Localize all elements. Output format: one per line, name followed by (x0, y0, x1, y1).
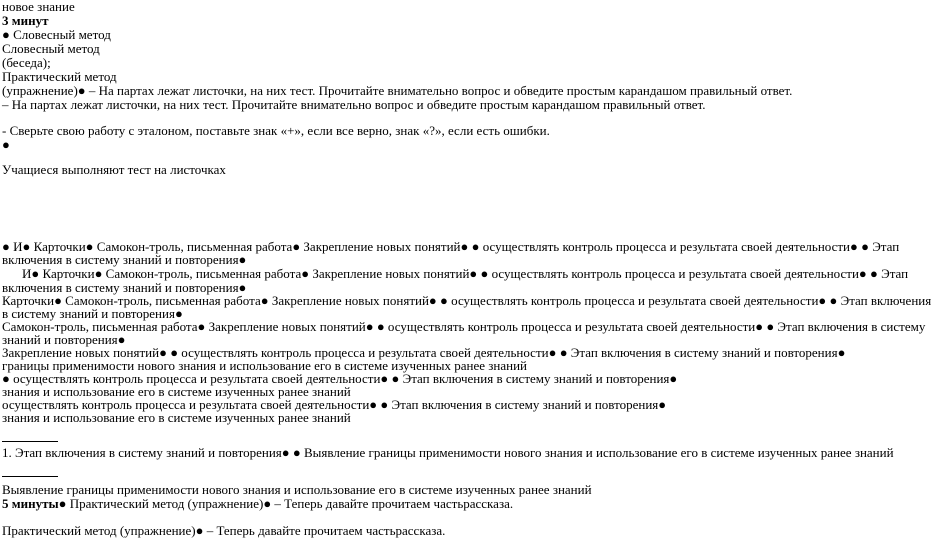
text-line: знаний и повторения● (2, 332, 126, 347)
text-line: включения в систему знаний и повторения● (2, 252, 247, 267)
text-line: ● Словесный метод (2, 27, 111, 42)
text-line: знания и использование его в системе изученных ранее знаний (2, 410, 351, 425)
duration-label: 5 минуты● (2, 496, 67, 511)
text-segment: Практический метод (упражнение)● – Теперь давайте прочитаем частьрассказа. (66, 496, 514, 511)
text-line: И● Карточки● Самокон-троль, письменная работа● Закрепление новых понятий● ● осуществлять контроль процесса и результата своей деятельности● ● Этап (22, 266, 909, 281)
text-line: – На партах лежат листочки, на них тест. Прочитайте внимательно вопрос и обведите простым карандашом правильный ответ. (2, 97, 706, 112)
text-line: новое знание (2, 0, 75, 14)
text-line: (беседа); (2, 55, 51, 70)
text-line: Закрепление новых понятий● ● осуществлять контроль процесса и результата своей деятельности● ● Этап включения в систему знаний и повторения● (2, 345, 846, 360)
bullet-marker: ● (2, 137, 10, 152)
text-line (2, 497, 513, 511)
text-line: в систему знаний и повторения● (2, 306, 183, 321)
text-line: ● И● Карточки● Самокон-троль, письменная работа● Закрепление новых понятий● ● осуществлять контроль процесса и результата своей деятельности● ● Этап (2, 239, 900, 254)
text-line: включения в систему знаний и повторения● (2, 280, 247, 295)
text-line: Учащиеся выполняют тест на листочках (2, 162, 226, 177)
text-line: Выявление границы применимости нового знания и использование его в системе изученных ранее знаний (2, 482, 592, 497)
text-line: Словесный метод (2, 41, 100, 56)
text-line: Карточки● Самокон-троль, письменная работа● Закрепление новых понятий● ● осуществлять контроль процесса и результата своей деятельности● ● Этап включения (2, 293, 931, 308)
text-line: 1. Этап включения в систему знаний и повторения● ● Выявление границы применимости нового знания и использование его в системе изученных ранее знаний (2, 445, 894, 460)
text-line: Практический метод (2, 69, 117, 84)
text-line: ● осуществлять контроль процесса и результата своей деятельности● ● Этап включения в систему знаний и повторения● (2, 371, 678, 386)
text-line: знания и использование его в системе изученных ранее знаний (2, 384, 351, 399)
text-line: (упражнение)● – На партах лежат листочки, на них тест. Прочитайте внимательно вопрос и обведите простым карандашом правильный ответ. (2, 83, 793, 98)
text-line: Практический метод (упражнение)● – Теперь давайте прочитаем частьрассказа. (2, 523, 446, 538)
text-line: границы применимости нового знания и использование его в системе изученных ранее знаний (2, 358, 528, 373)
horizontal-rule (2, 476, 58, 477)
text-line: - Сверьте свою работу с эталоном, поставьте знак «+», если все верно, знак «?», если есть ошибки. (2, 123, 550, 138)
text-line: Самокон-троль, письменная работа● Закрепление новых понятий● ● осуществлять контроль процесса и результата своей деятельности● ● Этап включения в систему (2, 319, 926, 334)
text-line: осуществлять контроль процесса и результата своей деятельности● ● Этап включения в систему знаний и повторения● (2, 397, 667, 412)
duration-heading: 3 минут (2, 13, 49, 28)
horizontal-rule (2, 441, 58, 442)
